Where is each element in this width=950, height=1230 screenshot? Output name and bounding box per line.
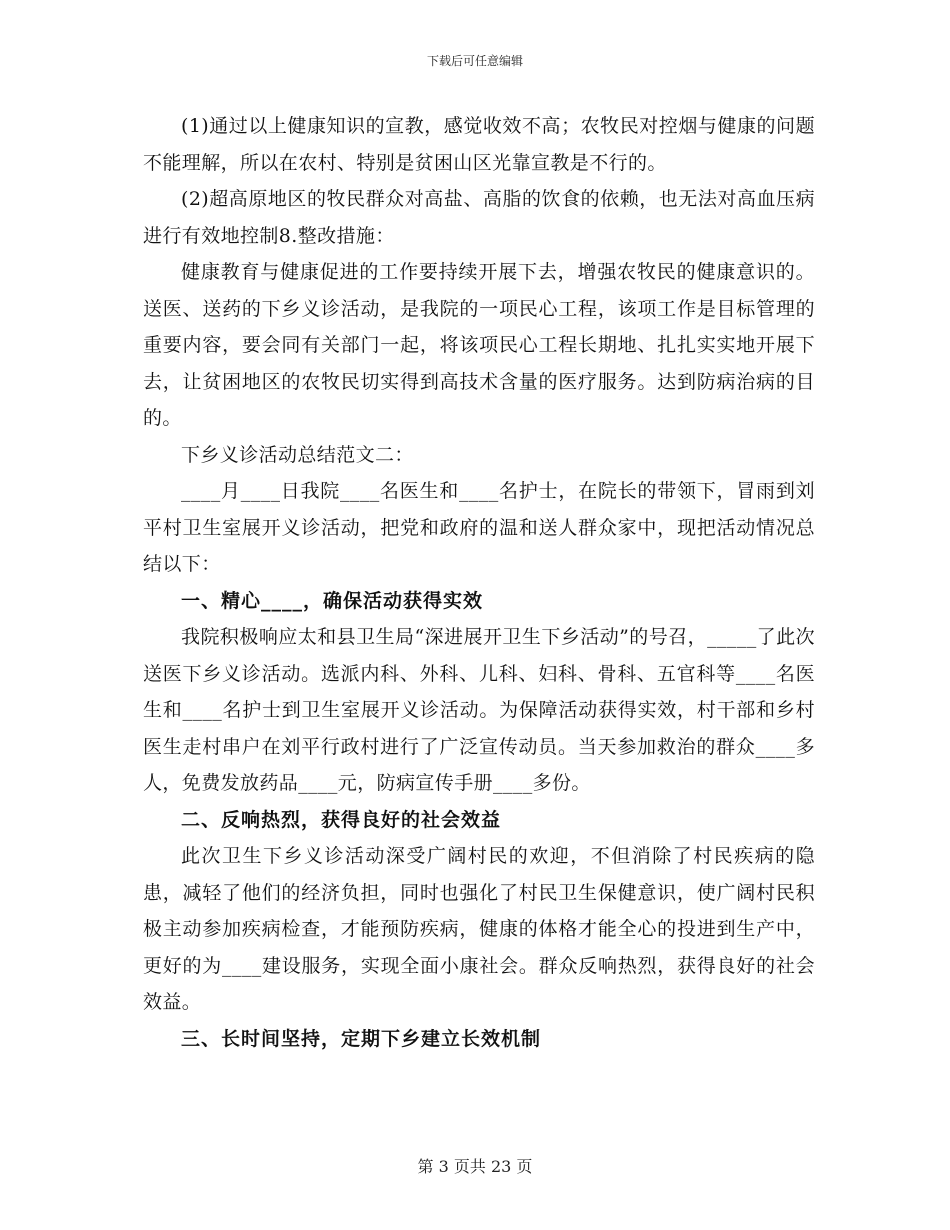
section-heading-2: 二、反响热烈，获得良好的社会效益 — [181, 808, 502, 831]
paragraph-4: 下乡义诊活动总结范文二： — [181, 443, 414, 466]
page-footer: 第 3 页共 23 页 — [417, 1157, 533, 1176]
paragraph-1: (1)通过以上健康知识的宣教，感觉收效不高；农牧民对控烟与健康的问题不能理解，所以在农村、特别是贫困山区光靠宣教是不行的。 — [143, 115, 815, 174]
page-header: 下载后可任意编辑 — [426, 54, 523, 68]
paragraph-7: 此次卫生下乡义诊活动深受广阔村民的欢迎，不但消除了村民疾病的隐患，减轻了他们的经济负担，同时也强化了村民卫生保健意识，使广阔村民积极主动参加疾病检查，才能预防疾病，健康的体格才能全心的投进到生产中，更好的为____建设服务，实现全面小康社会。群众反响热烈，获得良好的社会效益。 — [143, 845, 815, 1013]
document-body — [143, 108, 815, 1057]
section-heading-1: 一、精心____，确保活动获得实效 — [181, 589, 484, 612]
section-heading-3: 三、长时间坚持，定期下乡建立长效机制 — [181, 1027, 542, 1050]
paragraph-6: 我院积极响应太和县卫生局“深进展开卫生下乡活动”的号召，_____了此次送医下乡义诊活动。选派内科、外科、儿科、妇科、骨科、五官科等____名医生和____名护士到卫生室展开义诊活动。为保障活动获得实效，村干部和乡村医生走村串户在刘平行政村进行了广泛宣传动员。当天参加救治的群众____多人，免费发放药品____元，防病宣传手册____多份。 — [143, 626, 815, 794]
paragraph-5: ____月____日我院____名医生和____名护士，在院长的带领下，冒雨到刘平村卫生室展开义诊活动，把党和政府的温和送人群众家中，现把活动情况总结以下： — [143, 480, 815, 575]
paragraph-2: (2)超高原地区的牧民群众对高盐、高脂的饮食的依赖，也无法对高血压病进行有效地控制8.整改措施： — [143, 188, 815, 247]
paragraph-3: 健康教育与健康促进的工作要持续开展下去，增强农牧民的健康意识的。送医、送药的下乡义诊活动，是我院的一项民心工程，该项工作是目标管理的重要内容，要会同有关部门一起，将该项民心工程长期地、扎扎实实地开展下去，让贫困地区的农牧民切实得到高技术含量的医疗服务。达到防病治病的目的。 — [143, 261, 815, 429]
